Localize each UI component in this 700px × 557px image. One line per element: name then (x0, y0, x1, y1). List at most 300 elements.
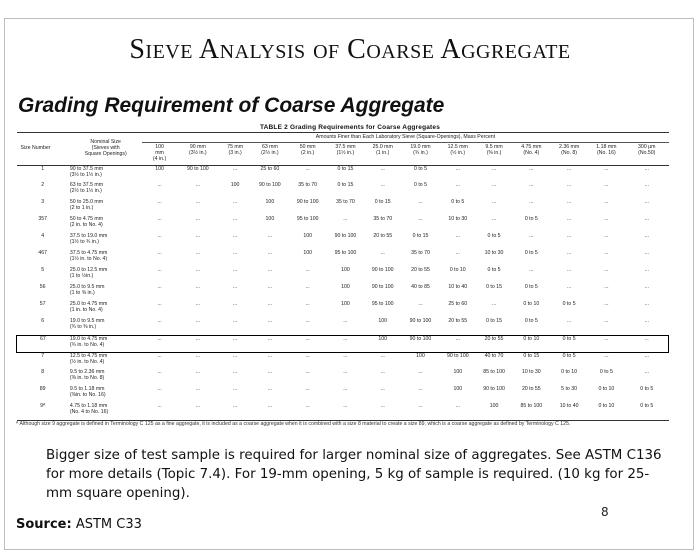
sieve-label-line: (2 in.) (301, 149, 315, 156)
nominal-line: (¾ to ⅜ in.) (69, 324, 97, 331)
cell-nominal-size (69, 165, 143, 182)
cell-percent-passing: 100 (341, 284, 350, 291)
cell-percent-passing: 35 to 70 (373, 216, 393, 223)
sieve-label-line: (1½ in.) (336, 149, 355, 156)
cell-percent-passing: 0 to 10 (561, 369, 578, 376)
cell-percent-passing: ... (267, 318, 273, 325)
cell-percent-passing: ... (644, 301, 649, 308)
header-sieve-size (251, 142, 288, 165)
cell-percent-passing: ... (232, 199, 238, 206)
cell-percent-passing: ... (195, 318, 200, 325)
cell-percent-passing: 0 to 15 (523, 352, 540, 359)
cell-percent-passing: ... (418, 199, 423, 206)
cell-percent-passing: 100 (155, 165, 164, 172)
nominal-line: 90 to 37.5 mm (69, 165, 104, 172)
nominal-line: 63 to 37.5 mm (69, 182, 104, 189)
cell-percent-passing: ... (232, 284, 238, 291)
cell-percent-passing: ... (232, 318, 238, 325)
cell-percent-passing: ... (195, 352, 200, 359)
cell-percent-passing: ... (418, 386, 423, 393)
nominal-line: 9.5 to 1.18 mm (69, 386, 105, 393)
cell-percent-passing: ... (455, 165, 460, 172)
sieve-label-line: 90 mm (189, 143, 206, 150)
table-row (17, 233, 669, 250)
cell-percent-passing: 100 (265, 216, 275, 223)
header-sieve-size (440, 142, 476, 165)
source-label: Source: (16, 517, 72, 532)
cell-nominal-size (69, 267, 143, 284)
cell-percent-passing: 0 to 5 (640, 386, 654, 393)
cell-percent-passing: ... (305, 267, 310, 274)
cell-percent-passing: 100 (453, 369, 463, 376)
cell-percent-passing: ... (157, 301, 162, 308)
sieve-label-line: 300 µm (638, 143, 656, 150)
cell-percent-passing: 0 to 10 (512, 335, 550, 352)
cell-percent-passing: ... (644, 267, 649, 274)
cell-percent-passing: ... (529, 233, 534, 240)
cell-percent-passing: ... (267, 250, 273, 257)
cell-percent-passing: ... (267, 267, 273, 274)
cell-size-number: 2 (41, 182, 45, 189)
cell-percent-passing: ... (364, 403, 401, 420)
cell-percent-passing: 0 to 5 (487, 267, 501, 274)
cell-percent-passing: 100 (364, 335, 401, 352)
cell-percent-passing: ... (529, 199, 534, 206)
cell-percent-passing: 0 to 5 (524, 284, 538, 291)
cell-percent-passing: 35 to 70 (336, 199, 355, 206)
slide-title: Sieve Analysis of Coarse Aggregate (129, 34, 571, 65)
table-row (17, 182, 669, 199)
cell-percent-passing: 90 to 100 (483, 386, 505, 393)
nominal-line: 9.5 to 2.36 mm (69, 369, 105, 376)
cell-percent-passing: ... (157, 233, 162, 240)
cell-percent-passing: 100 (303, 233, 312, 240)
cell-percent-passing: ... (157, 199, 162, 206)
cell-percent-passing: 0 to 5 (451, 199, 465, 206)
cell-percent-passing: ... (380, 165, 385, 172)
cell-percent-passing: ... (418, 301, 423, 308)
table-row (17, 250, 669, 267)
cell-nominal-size (69, 301, 143, 318)
cell-percent-passing: 90 to 100 (296, 199, 319, 206)
cell-percent-passing: ... (455, 182, 460, 189)
cell-nominal-size (69, 403, 143, 420)
sieve-label-line: (1 in.) (376, 149, 390, 156)
nominal-line: 19.0 to 9.5 mm (69, 318, 105, 325)
cell-nominal-size (69, 352, 143, 369)
cell-percent-passing: ... (232, 369, 238, 376)
cell-percent-passing: 0 to 5 (524, 250, 538, 257)
cell-percent-passing: ... (177, 403, 219, 420)
cell-percent-passing: ... (267, 284, 273, 291)
cell-size-number: 89 (39, 386, 46, 393)
nominal-line: (⅜ in. to No. 8) (69, 375, 105, 382)
cell-percent-passing: ... (529, 165, 534, 172)
cell-percent-passing: 40 to 85 (411, 284, 430, 291)
cell-percent-passing: ... (251, 335, 288, 352)
table-row (17, 216, 669, 233)
cell-percent-passing: ... (142, 335, 176, 352)
table-row (17, 165, 669, 182)
cell-percent-passing: 100 (416, 352, 425, 359)
nominal-line: 25.0 to 12.5 mm (69, 267, 108, 274)
cell-percent-passing: 0 to 15 (374, 199, 391, 206)
cell-percent-passing: 20 to 55 (448, 318, 468, 325)
sieve-label-line: 37.5 mm (335, 143, 356, 150)
cell-percent-passing: ... (455, 233, 460, 240)
cell-percent-passing: 5 to 30 (561, 386, 578, 393)
cell-percent-passing: ... (588, 335, 625, 352)
cell-percent-passing: ... (455, 250, 460, 257)
header-sieve-size (177, 142, 219, 165)
cell-percent-passing: 0 to 5 (562, 301, 576, 308)
cell-percent-passing: ... (491, 301, 497, 308)
cell-percent-passing: ... (566, 233, 572, 240)
table-row (17, 318, 669, 335)
cell-percent-passing: ... (157, 250, 162, 257)
grading-table-container (16, 132, 669, 421)
cell-percent-passing: ... (267, 233, 273, 240)
cell-percent-passing: ... (195, 301, 200, 308)
nominal-line: (2 to 1 in.) (69, 205, 94, 212)
sieve-label-line: mm (155, 149, 164, 156)
cell-percent-passing: ... (644, 352, 649, 359)
cell-size-number: 57 (39, 301, 46, 308)
cell-percent-passing: ... (305, 318, 310, 325)
cell-percent-passing: ... (305, 284, 310, 291)
cell-percent-passing: 0 to 5 (414, 165, 427, 172)
cell-percent-passing: ... (232, 267, 238, 274)
cell-percent-passing: ... (142, 403, 176, 420)
sieve-label-line: 50 mm (299, 143, 316, 150)
sieve-label-line: 2.36 mm (559, 143, 580, 150)
cell-percent-passing: 0 to 5 (414, 182, 427, 189)
cell-percent-passing: ... (267, 369, 273, 376)
cell-percent-passing: ... (195, 199, 200, 206)
cell-percent-passing: 10 to 40 (550, 403, 587, 420)
cell-percent-passing: ... (232, 216, 238, 223)
cell-percent-passing: ... (195, 386, 200, 393)
cell-percent-passing: 0 to 5 (487, 233, 501, 240)
cell-percent-passing: ... (195, 182, 200, 189)
header-nominal-line: Square Openings) (84, 150, 127, 157)
sieve-label-line: (4 in.) (152, 155, 167, 162)
sieve-label-line: 100 (155, 143, 164, 150)
cell-percent-passing: ... (529, 182, 534, 189)
cell-percent-passing: ... (157, 182, 162, 189)
cell-percent-passing: 0 to 15 (337, 165, 354, 172)
cell-percent-passing: ... (625, 335, 668, 352)
cell-percent-passing: ... (305, 301, 310, 308)
sieve-label-line: 12.5 mm (447, 143, 468, 150)
sieve-label-line: 4.75 mm (521, 143, 542, 150)
header-span-title: Amounts Finer than Each Laboratory Sieve (Square-Openings), Mass Percent (142, 133, 668, 143)
cell-percent-passing: 20 to 55 (411, 267, 430, 274)
table-row (17, 199, 669, 216)
header-sieve-size (401, 142, 439, 165)
cell-size-number: 6 (41, 318, 45, 325)
sieve-label-line: 25.0 mm (372, 143, 393, 150)
cell-percent-passing: ... (491, 199, 497, 206)
nominal-line: (2½ to 1½ in.) (69, 188, 102, 195)
cell-percent-passing: ... (289, 403, 327, 420)
cell-percent-passing: 0 to 10 (598, 386, 615, 393)
cell-percent-passing: ... (327, 335, 364, 352)
nominal-line: (1½ in. to No. 4) (69, 256, 108, 263)
cell-percent-passing: ... (566, 284, 572, 291)
header-sieve-size (364, 142, 401, 165)
cell-percent-passing: ... (604, 216, 609, 223)
cell-percent-passing: ... (380, 369, 385, 376)
cell-percent-passing: ... (644, 216, 649, 223)
cell-percent-passing: 100 (265, 199, 275, 206)
nominal-line: (¾ in. to No. 4) (69, 341, 105, 348)
cell-percent-passing: ... (219, 403, 251, 420)
cell-percent-passing: 0 to 10 (449, 267, 466, 274)
header-sieve-size (476, 142, 512, 165)
cell-percent-passing: 90 to 100 (334, 233, 357, 240)
cell-size-number: 56 (39, 284, 46, 291)
cell-percent-passing: 85 to 100 (483, 369, 505, 376)
cell-percent-passing: ... (177, 335, 219, 352)
slide-subtitle: Grading Requirement of Coarse Aggregate (18, 94, 445, 117)
table-row (17, 267, 669, 284)
cell-percent-passing: 10 to 30 (521, 369, 541, 376)
cell-percent-passing: 100 (476, 403, 512, 420)
cell-size-number: 3 (41, 199, 45, 206)
cell-size-number: 467 (38, 250, 48, 257)
sieve-label-line: (No. 16) (597, 149, 616, 156)
cell-percent-passing: ... (289, 335, 327, 352)
cell-percent-passing: ... (491, 165, 497, 172)
cell-percent-passing: ... (251, 403, 288, 420)
cell-percent-passing: ... (644, 318, 649, 325)
cell-percent-passing: 35 to 70 (411, 250, 430, 257)
sieve-label-line: (No.50) (638, 149, 656, 156)
cell-percent-passing: 95 to 100 (334, 250, 357, 257)
cell-percent-passing: 0 to 15 (412, 233, 429, 240)
cell-percent-passing: ... (604, 165, 609, 172)
cell-percent-passing: 100 (453, 386, 463, 393)
cell-percent-passing: 40 to 70 (484, 352, 504, 359)
cell-percent-passing: ... (440, 335, 476, 352)
cell-nominal-size (69, 335, 143, 352)
cell-percent-passing: 0 to 5 (524, 318, 538, 325)
cell-nominal-size (69, 233, 143, 250)
header-sieve-size (289, 142, 327, 165)
cell-percent-passing: ... (418, 216, 423, 223)
cell-nominal-size (69, 318, 143, 335)
sieve-label-line: (½ in.) (450, 149, 466, 156)
nominal-line: 12.5 to 4.75 mm (69, 352, 108, 359)
header-sieve-size (588, 142, 625, 165)
cell-percent-passing: ... (566, 318, 572, 325)
nominal-line: (2 in. to No. 4) (69, 222, 103, 229)
cell-percent-passing: 100 (341, 301, 350, 308)
sieve-label-line: 75 mm (227, 143, 244, 150)
sieve-label-line: 1.18 mm (596, 143, 617, 150)
table-row (17, 335, 669, 352)
cell-percent-passing: 85 to 100 (512, 403, 550, 420)
sieve-label-line: 19.0 mm (410, 143, 431, 150)
cell-percent-passing: 10 to 30 (484, 250, 504, 257)
cell-percent-passing: ... (380, 386, 385, 393)
cell-size-number: 5 (41, 267, 45, 274)
nominal-line: (No. 4 to No. 16) (69, 409, 109, 416)
cell-percent-passing: 20 to 55 (373, 233, 393, 240)
cell-percent-passing: ... (195, 284, 200, 291)
cell-percent-passing: 20 to 55 (476, 335, 512, 352)
nominal-line: (1½ to ¾ in.) (69, 239, 100, 246)
cell-nominal-size (69, 284, 143, 301)
cell-percent-passing: 0 to 5 (550, 335, 587, 352)
table-row (17, 352, 669, 369)
header-nominal-size (69, 133, 143, 166)
cell-percent-passing: ... (343, 216, 348, 223)
cell-percent-passing: ... (195, 233, 200, 240)
cell-percent-passing: ... (604, 318, 609, 325)
cell-percent-passing: ... (327, 403, 364, 420)
sieve-label-line: (¾ in.) (413, 149, 428, 156)
cell-percent-passing: ... (491, 216, 497, 223)
cell-percent-passing: ... (644, 369, 649, 376)
cell-percent-passing: ... (604, 250, 609, 257)
cell-percent-passing: 10 to 40 (448, 284, 468, 291)
cell-percent-passing: ... (305, 386, 310, 393)
cell-percent-passing: ... (267, 301, 273, 308)
table-row (17, 301, 669, 318)
cell-percent-passing: ... (566, 250, 572, 257)
cell-percent-passing: ... (604, 284, 609, 291)
table-caption: TABLE 2 Grading Requirements for Coarse Aggregates (259, 124, 441, 131)
header-sieve-size (142, 142, 176, 165)
sieve-label-line: (⅜ in.) (486, 149, 502, 156)
nominal-line: (½ in. to No. 4) (69, 358, 105, 365)
cell-percent-passing: 90 to 100 (371, 267, 394, 274)
cell-percent-passing: 90 to 100 (371, 284, 394, 291)
cell-percent-passing: ... (157, 386, 162, 393)
cell-percent-passing: 90 to 100 (401, 335, 439, 352)
cell-percent-passing: ... (604, 182, 609, 189)
header-nominal-line: (Sieves with (91, 144, 120, 151)
cell-percent-passing: 35 to 70 (298, 182, 318, 189)
cell-percent-passing: 0 to 15 (486, 284, 502, 291)
cell-percent-passing: ... (566, 267, 572, 274)
cell-percent-passing: ... (491, 182, 497, 189)
cell-percent-passing: ... (604, 233, 609, 240)
cell-percent-passing: ... (604, 267, 609, 274)
sieve-label-line: (3½ in.) (189, 149, 207, 156)
cell-percent-passing: 0 to 15 (337, 182, 354, 189)
cell-percent-passing: ... (566, 216, 572, 223)
cell-percent-passing: ... (305, 352, 310, 359)
cell-size-number: 67 (17, 335, 69, 352)
cell-percent-passing: 0 to 5 (524, 216, 538, 223)
header-sieve-size (625, 142, 668, 165)
cell-percent-passing: ... (644, 199, 649, 206)
cell-nominal-size (69, 199, 143, 216)
nominal-line: 37.5 to 19.0 mm (69, 233, 108, 240)
cell-percent-passing: ... (305, 165, 310, 172)
cell-percent-passing: 0 to 10 (523, 301, 540, 308)
sieve-label-line: (No. 4) (523, 149, 540, 156)
cell-percent-passing: ... (157, 284, 162, 291)
source-line (16, 517, 142, 532)
cell-percent-passing: ... (644, 284, 649, 291)
cell-percent-passing: ... (644, 233, 649, 240)
cell-percent-passing: ... (232, 233, 238, 240)
cell-nominal-size (69, 250, 143, 267)
cell-percent-passing: ... (157, 216, 162, 223)
cell-percent-passing: ... (380, 250, 385, 257)
sieve-label-line: (3 in.) (228, 149, 242, 156)
cell-percent-passing: ... (529, 267, 534, 274)
cell-percent-passing: ... (232, 301, 238, 308)
header-sieve-size (219, 142, 251, 165)
cell-percent-passing: 0 to 5 (625, 403, 668, 420)
sieve-label-line: 63 mm (261, 143, 278, 150)
cell-percent-passing: ... (157, 318, 162, 325)
cell-nominal-size (69, 369, 143, 386)
cell-percent-passing: 100 (230, 182, 240, 189)
cell-size-number: 8 (41, 369, 45, 376)
cell-percent-passing: 95 to 100 (371, 301, 394, 308)
header-sieve-size (550, 142, 587, 165)
nominal-line: 37.5 to 4.75 mm (69, 250, 108, 257)
cell-percent-passing: 0 to 5 (562, 352, 576, 359)
cell-percent-passing: ... (644, 250, 649, 257)
cell-percent-passing: ... (195, 250, 200, 257)
cell-percent-passing: ... (380, 182, 385, 189)
cell-percent-passing: ... (195, 267, 200, 274)
cell-percent-passing: 90 to 100 (446, 352, 469, 359)
sieve-label-line: (No. 8) (561, 149, 578, 156)
cell-percent-passing: ... (604, 199, 609, 206)
table-row (17, 284, 669, 301)
cell-percent-passing: ... (343, 352, 348, 359)
sieve-label-line: (2½ in.) (261, 149, 279, 156)
header-nominal-line: Nominal Size (90, 138, 121, 145)
cell-percent-passing: ... (267, 386, 273, 393)
cell-percent-passing: 25 to 60 (448, 301, 468, 308)
cell-percent-passing: ... (232, 352, 238, 359)
cell-size-number: 357 (38, 216, 48, 223)
cell-percent-passing: ... (195, 216, 200, 223)
cell-percent-passing: ... (566, 165, 572, 172)
cell-percent-passing: 25 to 60 (260, 165, 280, 172)
cell-percent-passing: 10 to 30 (448, 216, 468, 223)
cell-percent-passing: 100 (341, 267, 350, 274)
nominal-line: 19.0 to 4.75 mm (69, 335, 108, 342)
cell-percent-passing: ... (195, 369, 200, 376)
cell-percent-passing: 100 (378, 318, 388, 325)
cell-percent-passing: 100 (303, 250, 312, 257)
cell-percent-passing: 90 to 100 (259, 182, 281, 189)
nominal-line: (1 to ⅜ in.) (69, 290, 95, 297)
nominal-line: 50 to 4.75 mm (69, 216, 104, 223)
table-row (17, 369, 669, 386)
table-body (17, 165, 669, 420)
cell-percent-passing: ... (232, 165, 238, 172)
table-header (17, 133, 669, 166)
cell-percent-passing: ... (604, 352, 609, 359)
cell-percent-passing: ... (219, 335, 251, 352)
cell-percent-passing: ... (440, 403, 476, 420)
nominal-line: 4.75 to 1.18 mm (69, 403, 108, 410)
header-size-number: Size Number (17, 133, 69, 166)
cell-percent-passing: 0 to 10 (588, 403, 625, 420)
nominal-line: (⅜in. to No. 16) (69, 392, 106, 399)
